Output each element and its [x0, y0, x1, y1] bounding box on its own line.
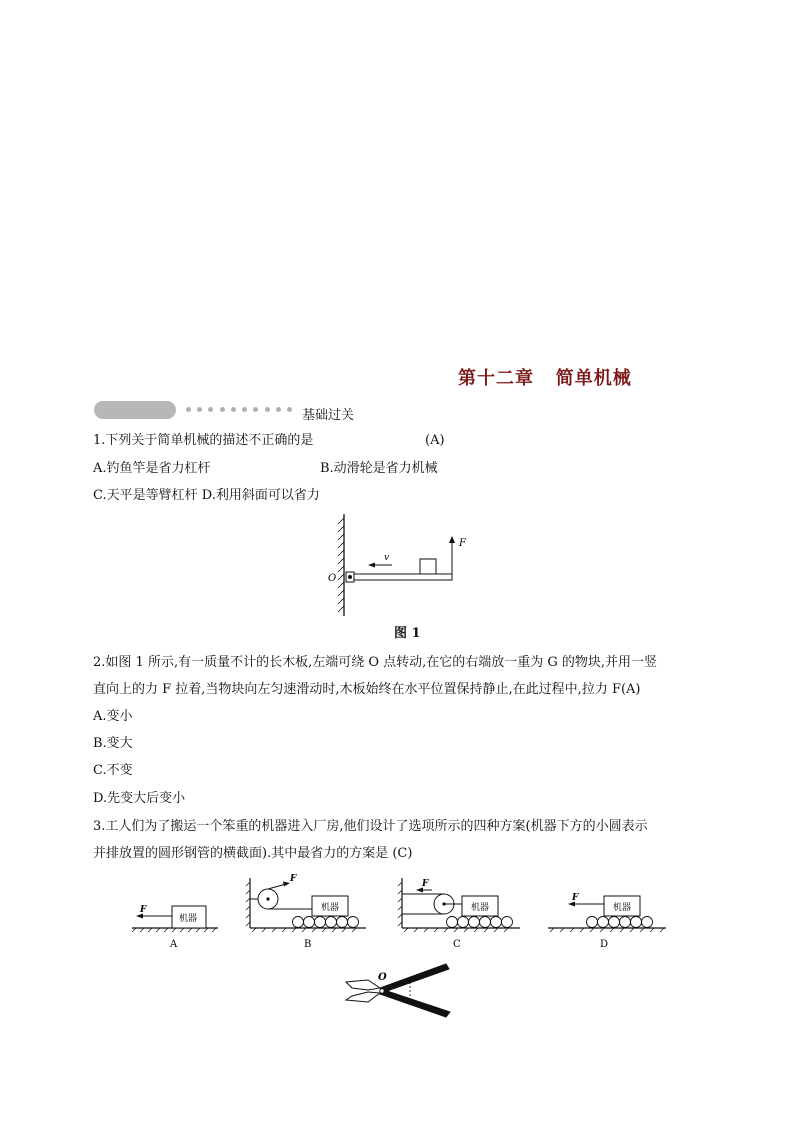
q1-option-cd: C.天平是等臂杠杆 D.利用斜面可以省力 — [93, 488, 320, 503]
rollers — [447, 917, 513, 928]
block — [420, 559, 436, 574]
force-label: F — [140, 905, 147, 915]
q1-option-b: B.动滑轮是省力机械 — [320, 461, 438, 476]
dot — [197, 407, 202, 412]
chapter-title: 第十二章 简单机械 — [458, 368, 632, 389]
lower-handle — [380, 990, 450, 1017]
rollers — [587, 917, 653, 928]
q2-option-c: C.不变 — [93, 763, 133, 778]
machine-label: 机器 — [321, 903, 340, 913]
wall-hatching — [246, 882, 250, 926]
q1-stem: 1.下列关于简单机械的描述不正确的是 — [93, 433, 314, 448]
pivot-point — [380, 989, 384, 993]
pull-arrow-line — [268, 884, 286, 889]
pivot-point — [348, 575, 352, 579]
q3-line-2: 并排放置的圆形钢管的横截面).其中最省力的方案是 (C) — [93, 846, 413, 861]
rollers — [293, 917, 359, 928]
section-label: 基础过关 — [302, 408, 355, 423]
force-arrow-head — [449, 536, 455, 543]
label-o: O — [378, 972, 387, 983]
scheme-c — [398, 878, 520, 950]
machine-label: 机器 — [613, 903, 632, 913]
dot — [220, 407, 225, 412]
figure-1-caption: 图 1 — [394, 626, 421, 641]
scheme-a — [132, 905, 218, 950]
dot — [287, 407, 292, 412]
pulley-center — [266, 897, 269, 900]
dot — [276, 407, 281, 412]
scheme-b-label: B — [304, 939, 312, 950]
dot — [253, 407, 258, 412]
label-v: v — [384, 553, 390, 563]
upper-handle — [380, 964, 449, 992]
dot — [208, 407, 213, 412]
scheme-d-label: D — [600, 939, 609, 950]
q2-option-d: D.先变大后变小 — [93, 791, 186, 806]
figure-scissors — [338, 960, 462, 1022]
dot — [242, 407, 247, 412]
section-dots-decoration — [186, 407, 292, 413]
machine-label: 机器 — [471, 903, 490, 913]
velocity-arrow-head — [368, 563, 375, 568]
scheme-d — [548, 893, 666, 950]
pull-arrow-head — [283, 882, 290, 887]
q2-line-1: 2.如图 1 所示,有一质量不计的长木板,左端可绕 O 点转动,在它的右端放一重为 G 的物块,并用一竖 — [93, 655, 658, 670]
wooden-board — [354, 574, 452, 580]
figure-1-lever-diagram — [320, 512, 480, 618]
dot — [186, 407, 191, 412]
section-pill-decoration — [94, 401, 176, 419]
machine-label: 机器 — [179, 914, 198, 924]
dot — [231, 407, 236, 412]
q1-answer: (A) — [425, 433, 445, 448]
q1-option-a: A.钓鱼竿是省力杠杆 — [93, 461, 211, 476]
force-label: F — [422, 879, 429, 889]
force-label: F — [290, 874, 297, 884]
scheme-b — [246, 874, 366, 950]
lower-blade — [346, 992, 380, 1002]
force-label: F — [572, 893, 579, 903]
q3-line-1: 3.工人们为了搬运一个笨重的机器进入厂房,他们设计了选项所示的四种方案(机器下方的小圆表示 — [93, 819, 648, 834]
label-f: F — [459, 538, 466, 549]
wall-hatching — [338, 518, 344, 612]
q2-option-b: B.变大 — [93, 736, 133, 751]
dot — [265, 407, 270, 412]
upper-blade — [346, 980, 380, 990]
figure-3-schemes — [126, 872, 671, 954]
label-o: O — [328, 573, 337, 584]
scheme-c-label: C — [453, 939, 461, 950]
q2-option-a: A.变小 — [93, 709, 133, 724]
q2-line-2: 直向上的力 F 拉着,当物块向左匀速滑动时,木板始终在水平位置保持静止,在此过程中,拉力 F(A) — [93, 682, 641, 697]
scheme-a-label: A — [170, 939, 178, 950]
